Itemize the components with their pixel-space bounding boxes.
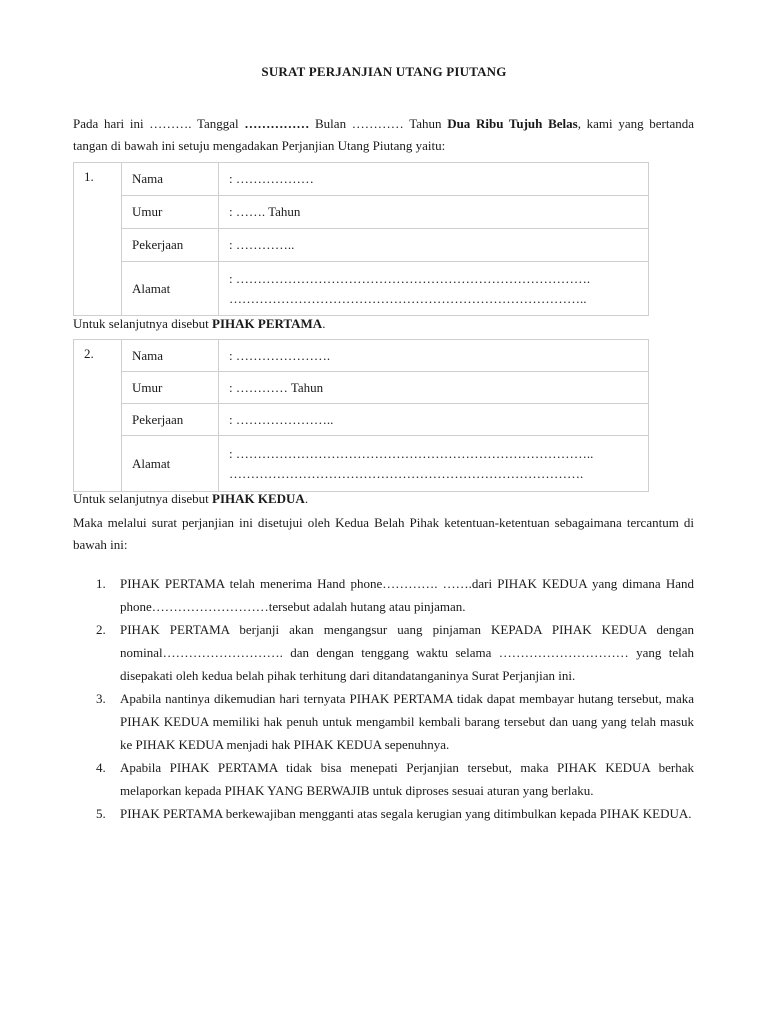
party-two-table [73, 339, 649, 492]
term-number: 2. [96, 622, 106, 637]
list-item [73, 802, 694, 825]
list-item [73, 687, 694, 756]
party-one-table [73, 162, 649, 316]
term-number: 1. [96, 576, 106, 591]
term-number: 4. [96, 760, 106, 775]
intro-date-dots: …………… [244, 116, 310, 131]
list-item [73, 756, 694, 802]
table-row [74, 163, 649, 196]
term-text: PIHAK PERTAMA telah menerima Hand phone…………. …….dari PIHAK KEDUA yang dimana Hand phone………………………tersebut adalah hutang atau pinjaman. [120, 576, 694, 614]
term-text: PIHAK PERTAMA berkewajiban mengganti atas segala kerugian yang ditimbulkan kepada PIHAK KEDUA. [120, 806, 692, 821]
field-value-umur: : ………… Tahun [219, 372, 649, 404]
field-value-nama: : …………………. [219, 340, 649, 372]
list-item [73, 618, 694, 687]
designation-period: . [304, 491, 309, 506]
field-label-nama: Nama [122, 340, 219, 372]
field-label-alamat: Alamat [122, 436, 219, 492]
term-number: 3. [96, 691, 106, 706]
table-row [74, 404, 649, 436]
table-row [74, 372, 649, 404]
alamat-line-2: ……………………………………………………………………….. [229, 290, 587, 306]
terms-list [73, 572, 694, 825]
list-item [73, 572, 694, 618]
term-number: 5. [96, 806, 106, 821]
alamat-line-2: ………………………………………………………………………. [229, 465, 584, 481]
field-label-alamat: Alamat [122, 262, 219, 316]
field-label-nama: Nama [122, 163, 219, 196]
table-row [74, 340, 649, 372]
designation-text: Untuk selanjutnya disebut [73, 491, 213, 506]
intro-text-start: Pada hari ini ………. Tanggal [73, 116, 245, 131]
party-one-number: 1. [74, 163, 122, 316]
designation-text: Untuk selanjutnya disebut [73, 316, 213, 331]
intro-text-mid: Bulan ………… Tahun [309, 116, 448, 131]
field-value-umur: : ……. Tahun [219, 196, 649, 229]
field-value-alamat [219, 436, 649, 492]
field-value-pekerjaan: : ………………….. [219, 404, 649, 436]
alamat-line-1: : ………………………………………………………………………. [229, 270, 591, 286]
field-label-pekerjaan: Pekerjaan [122, 229, 219, 262]
document-title: SURAT PERJANJIAN UTANG PIUTANG [261, 64, 507, 79]
alamat-line-1: : ……………………………………………………………………….. [229, 445, 594, 461]
table-row [74, 229, 649, 262]
designation-period: . [322, 316, 326, 331]
designation-party-name: PIHAK KEDUA [212, 491, 305, 506]
field-value-pekerjaan: : ………….. [219, 229, 649, 262]
field-value-nama: : ……………… [219, 163, 649, 196]
term-text: PIHAK PERTAMA berjanji akan mengangsur uang pinjaman KEPADA PIHAK KEDUA dengan nominal………………………. dan dengan tenggang waktu selama ………………………… yang telah disepakati oleh kedua belah pihak terhitung dari ditandatanganinya Surat Perjanjian ini. [120, 622, 694, 683]
party-two-number: 2. [74, 340, 122, 492]
designation-party-name: PIHAK PERTAMA [212, 316, 323, 331]
term-text: Apabila nantinya dikemudian hari ternyata PIHAK PERTAMA tidak dapat membayar hutang tersebut, maka PIHAK KEDUA memiliki hak penuh untuk mengambil kembali barang tersebut dan uang yang telah masuk ke PIHAK KEDUA menjadi hak PIHAK KEDUA sepenuhnya. [120, 691, 694, 752]
table-row [74, 262, 649, 316]
field-label-umur: Umur [122, 196, 219, 229]
party-one-designation [73, 314, 325, 334]
agreement-intro-paragraph: Maka melalui surat perjanjian ini disetujui oleh Kedua Belah Pihak ketentuan-ketentuan sebagaimana tercantum di bawah ini: [73, 515, 694, 552]
term-text: Apabila PIHAK PERTAMA tidak bisa menepati Perjanjian tersebut, maka PIHAK KEDUA berhak melaporkan kepada PIHAK YANG BERWAJIB untuk diproses sesuai aturan yang berlaku. [120, 760, 694, 798]
intro-year: Dua Ribu Tujuh Belas [447, 116, 578, 131]
field-label-umur: Umur [122, 372, 219, 404]
field-label-pekerjaan: Pekerjaan [122, 404, 219, 436]
party-two-designation [73, 489, 308, 509]
intro-paragraph [73, 113, 694, 157]
field-value-alamat [219, 262, 649, 316]
table-row [74, 436, 649, 492]
intro-text-end: , kami yang bertanda tangan di bawah ini setuju mengadakan Perjanjian Utang Piutang yaitu: [73, 116, 695, 153]
table-row [74, 196, 649, 229]
